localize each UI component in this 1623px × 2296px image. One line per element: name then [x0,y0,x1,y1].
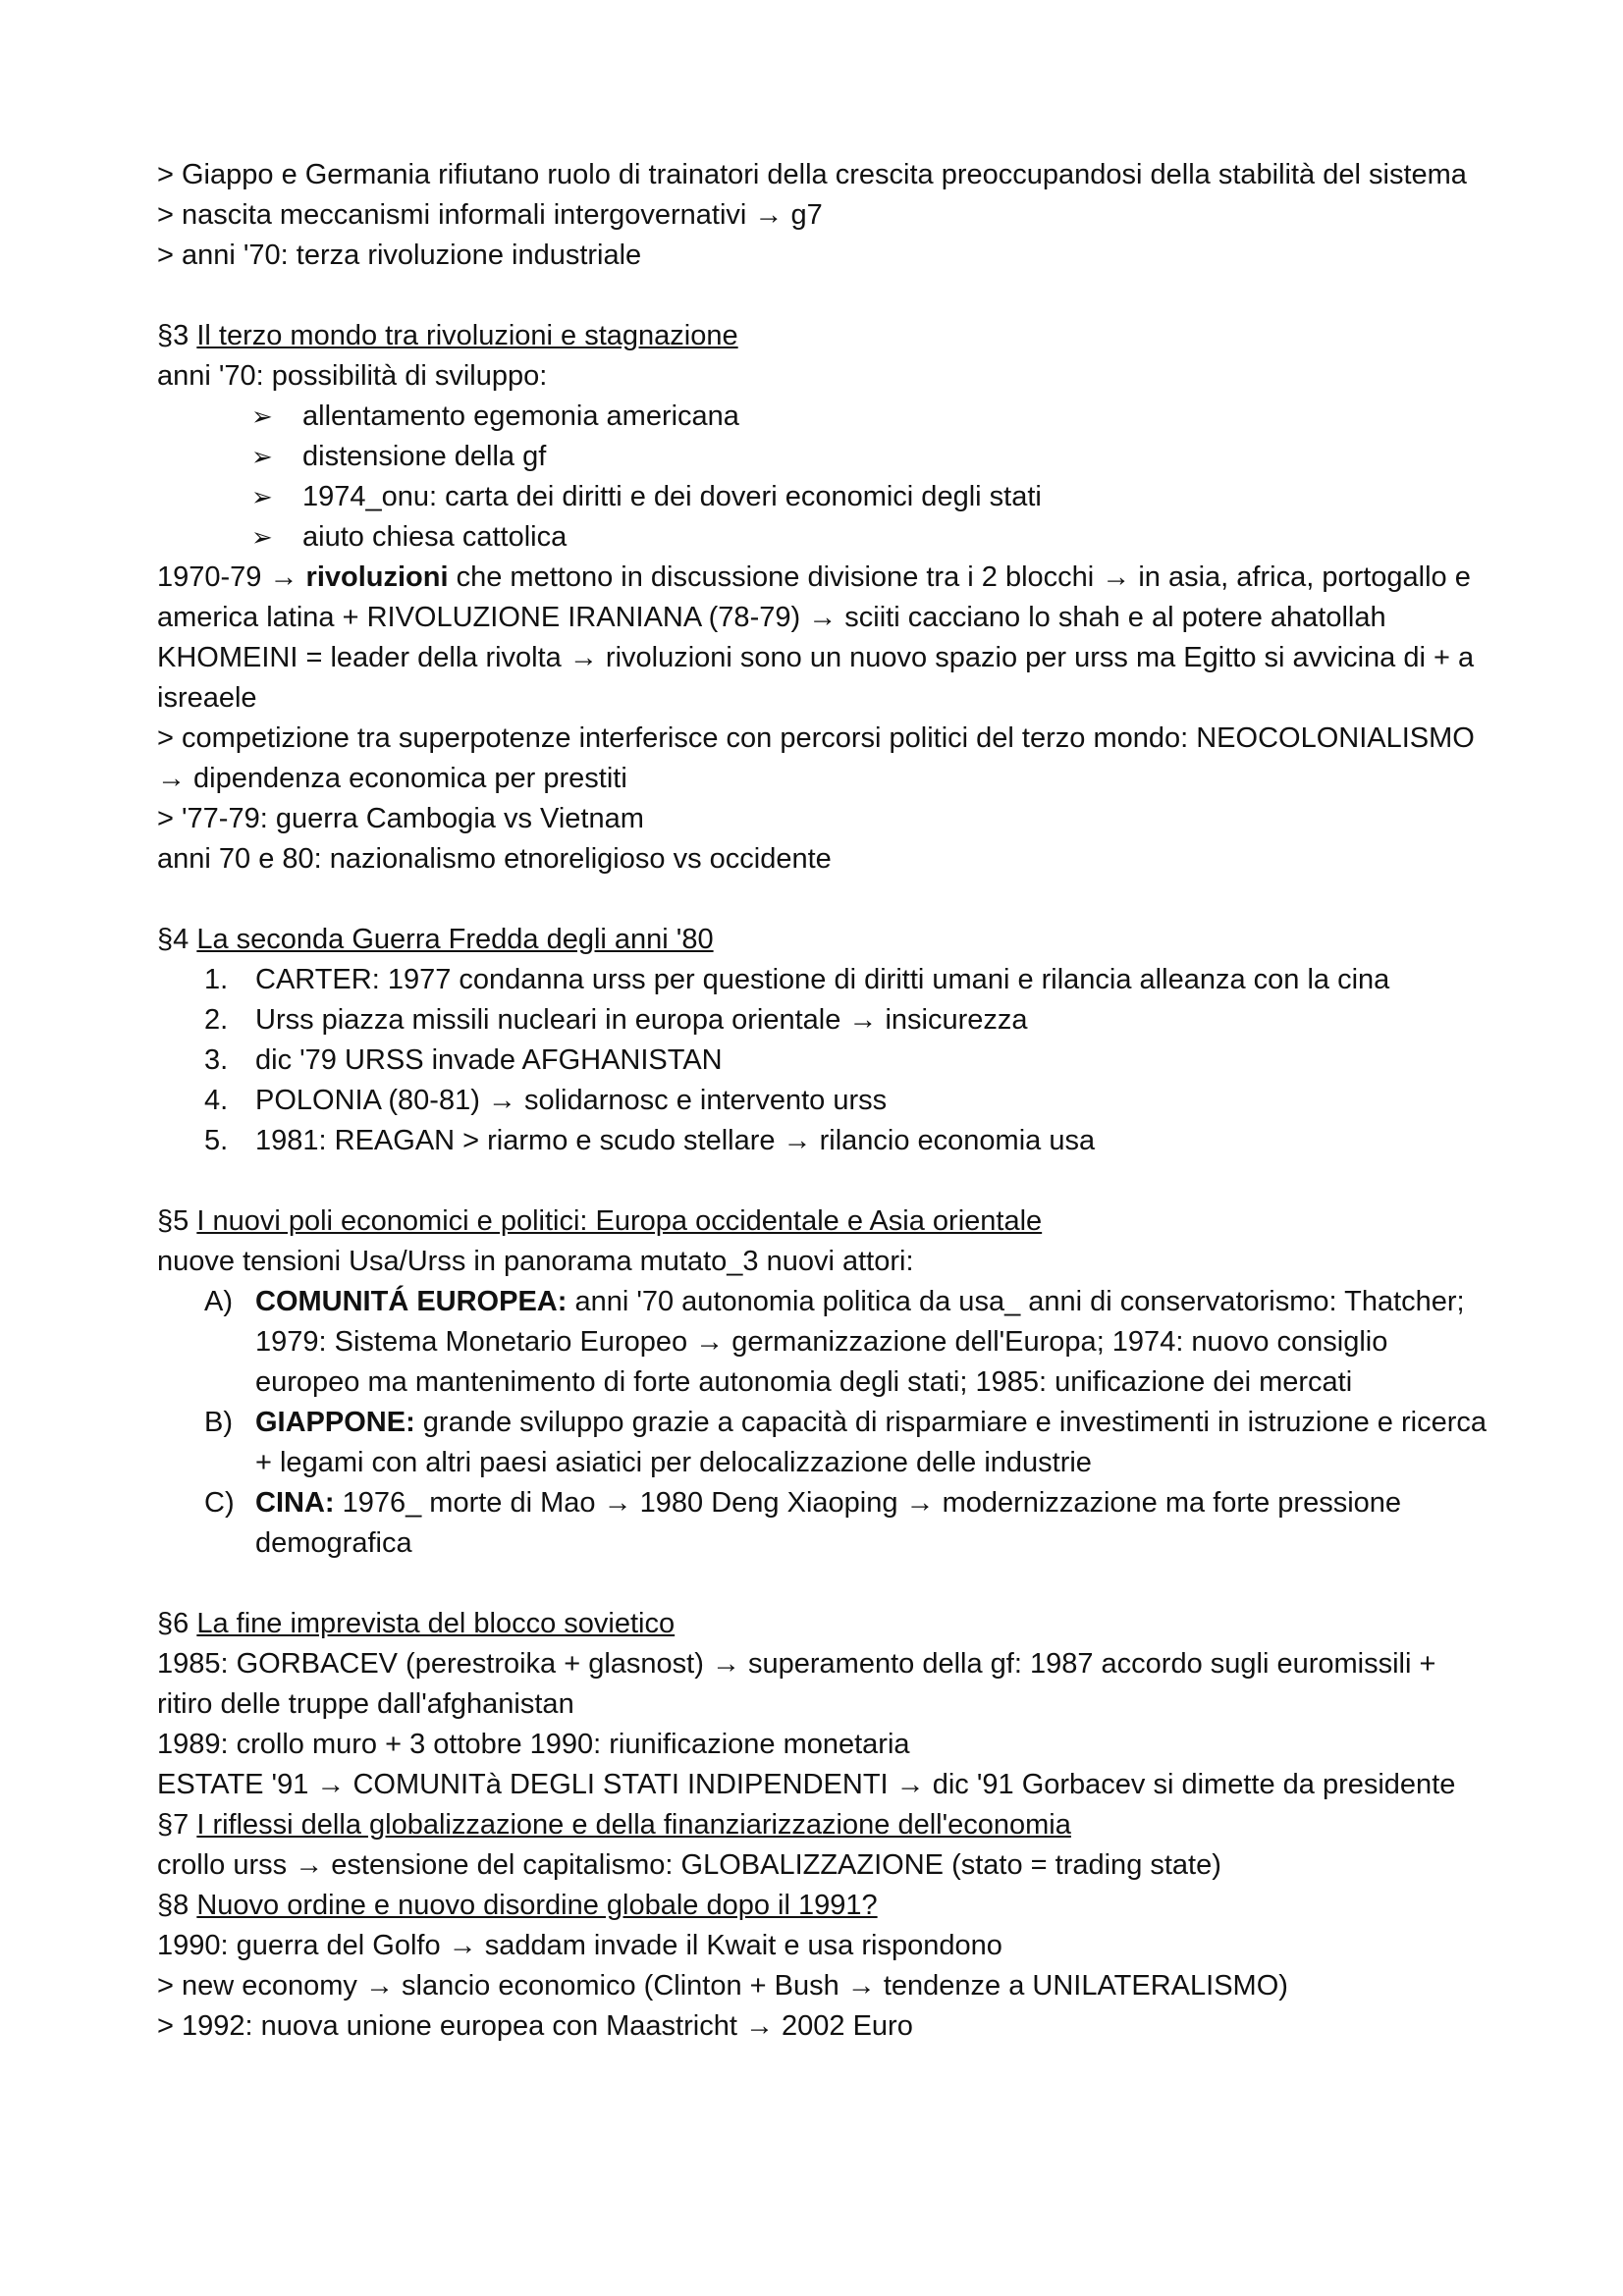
section-heading-4 [157,920,1492,960]
section-number: §4 [157,924,189,955]
list-item: B) GIAPPONE: grande sviluppo grazie a capacità di risparmiare e investimenti in istruzione e ricerca + legami con altri paesi asiatici per delocalizzazione delle industrie [204,1407,1487,1478]
paragraph: anni 70 e 80: nazionalismo etnoreligioso vs occidente [157,843,832,875]
spacer [157,276,1492,316]
section-number: §8 [157,1890,189,1921]
list-item: ➢ distensione della gf [251,437,1492,477]
section-number: §5 [157,1205,189,1237]
section-heading-7 [157,1805,1492,1845]
arrow-bullet-icon: ➢ [251,442,273,471]
section-title: Il terzo mondo tra rivoluzioni e stagnazione [196,320,738,351]
paragraph: 1985: GORBACEV (perestroika + glasnost) → superamento della gf: 1987 accordo sugli euromissili + ritiro delle truppe dall'afghanistan [157,1648,1436,1720]
list-item: 3. dic '79 URSS invade AFGHANISTAN [204,1044,723,1076]
numbered-list [157,960,1492,1161]
intro-line: > Giappo e Germania rifiutano ruolo di trainatori della crescita preoccupandosi della stabilità del sistema [157,159,1467,190]
intro-line: > nascita meccanismi informali intergovernativi → g7 [157,199,823,231]
list-item: 2. Urss piazza missili nucleari in europa orientale → insicurezza [204,1004,1028,1036]
section-title: Nuovo ordine e nuovo disordine globale dopo il 1991? [196,1890,878,1921]
list-item: A) COMUNITÁ EUROPEA: anni '70 autonomia politica da usa_ anni di conservatorismo: Thatcher; 1979: Sistema Monetario Europeo → germanizzazione dell'Europa; 1974: nuovo consiglio europeo ma mantenimento di forte autonomia degli stati; 1985: unificazione dei mercati [204,1286,1465,1398]
paragraph: > new economy → slancio economico (Clinton + Bush → tendenze a UNILATERALISMO) [157,1970,1288,2002]
paragraph: 1989: crollo muro + 3 ottobre 1990: riunificazione monetaria [157,1729,910,1760]
paragraph: 1970-79 → rivoluzioni che mettono in discussione divisione tra i 2 blocchi → in asia, africa, portogallo e america latina + RIVOLUZIONE IRANIANA (78-79) → sciiti cacciano lo shah e al potere ahatollah KHOMEINI = leader della rivolta → rivoluzioni sono un nuovo spazio per urss ma Egitto si avvicina di + a isreaele [157,561,1475,714]
section-number: §6 [157,1608,189,1639]
section-heading-6 [157,1604,1492,1644]
section-lead: anni '70: possibilità di sviluppo: [157,360,548,392]
section-heading-3 [157,316,1492,356]
list-item: 4. POLONIA (80-81) → solidarnosc e intervento urss [204,1085,888,1116]
section-lead: nuove tensioni Usa/Urss in panorama mutato_3 nuovi attori: [157,1246,914,1277]
spacer [157,1564,1492,1604]
section-heading-5 [157,1201,1492,1242]
spacer [157,880,1492,920]
list-item: ➢ allentamento egemonia americana [251,397,1492,437]
section-heading-8 [157,1886,1492,1926]
paragraph: > '77-79: guerra Cambogia vs Vietnam [157,803,644,834]
section-title: I riflessi della globalizzazione e della finanziarizzazione dell'economia [196,1809,1071,1841]
list-item: ➢ aiuto chiesa cattolica [251,517,1492,558]
arrow-bullet-icon: ➢ [251,522,273,552]
list-item: 5. 1981: REAGAN > riarmo e scudo stellare → rilancio economia usa [204,1125,1096,1156]
arrow-bullet-icon: ➢ [251,482,273,511]
bullet-list [157,397,1492,558]
list-item: ➢ 1974_onu: carta dei diritti e dei doveri economici degli stati [251,477,1492,517]
lettered-list [157,1282,1492,1564]
list-item: C) CINA: 1976_ morte di Mao → 1980 Deng Xiaoping → modernizzazione ma forte pressione demografica [204,1487,1402,1559]
arrow-bullet-icon: ➢ [251,401,273,431]
paragraph: ESTATE '91 → COMUNITà DEGLI STATI INDIPENDENTI → dic '91 Gorbacev si dimette da presidente [157,1769,1456,1800]
section-number: §3 [157,320,189,351]
list-item: 1. CARTER: 1977 condanna urss per questione di diritti umani e rilancia alleanza con la cina [204,964,1390,995]
section-number: §7 [157,1809,189,1841]
section-title: La seconda Guerra Fredda degli anni '80 [196,924,714,955]
paragraph: crollo urss → estensione del capitalismo: GLOBALIZZAZIONE (stato = trading state) [157,1849,1221,1881]
paragraph: > competizione tra superpotenze interferisce con percorsi politici del terzo mondo: NEOCOLONIALISMO → dipendenza economica per prestiti [157,722,1475,794]
intro-line: > anni '70: terza rivoluzione industriale [157,240,642,271]
section-title: La fine imprevista del blocco sovietico [196,1608,676,1639]
section-title: I nuovi poli economici e politici: Europa occidentale e Asia orientale [196,1205,1043,1237]
paragraph: 1990: guerra del Golfo → saddam invade il Kwait e usa rispondono [157,1930,1002,1961]
spacer [157,1161,1492,1201]
document-page [157,155,1492,2047]
paragraph: > 1992: nuova unione europea con Maastricht → 2002 Euro [157,2010,913,2042]
